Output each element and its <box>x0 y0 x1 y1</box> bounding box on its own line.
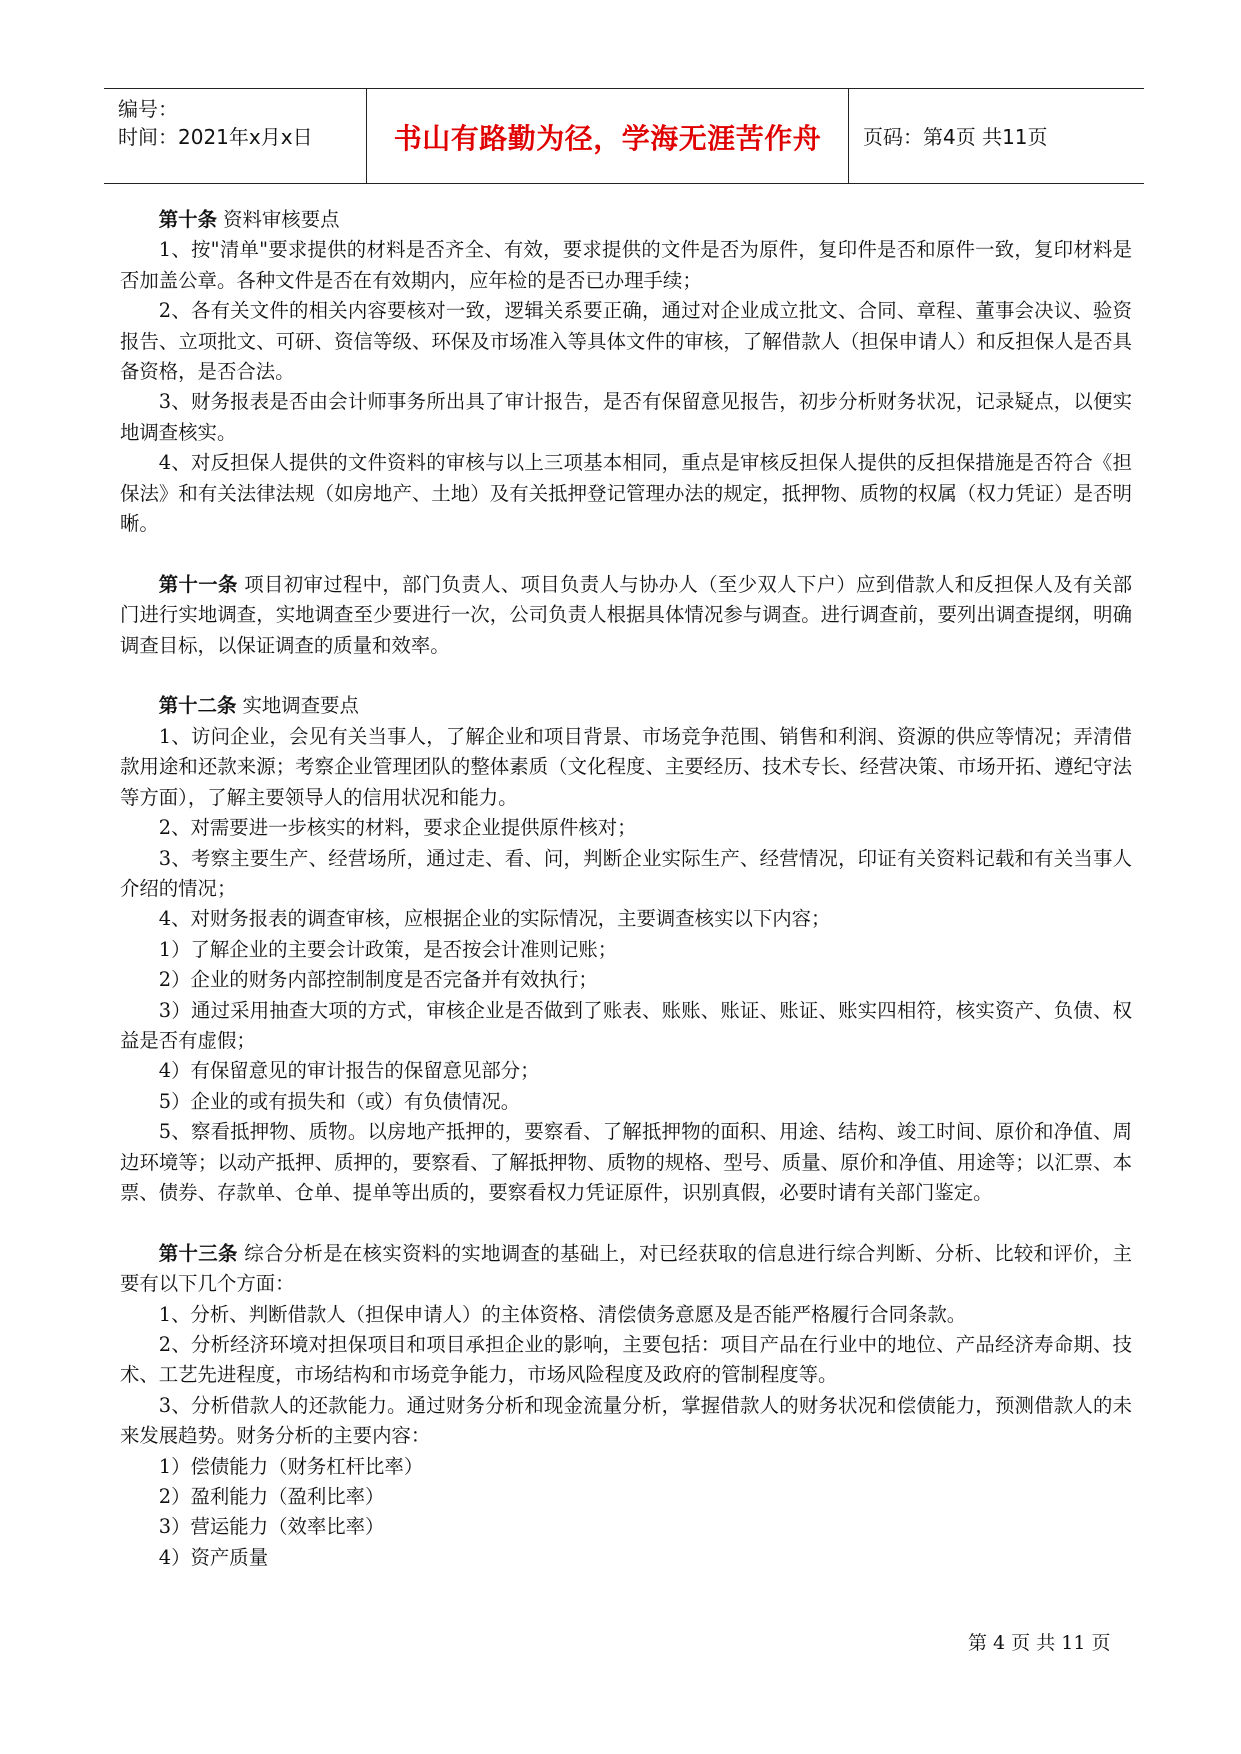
spacer <box>120 1208 1132 1238</box>
paragraph: 1、分析、判断借款人（担保申请人）的主体资格、清偿债务意愿及是否能严格履行合同条款。 <box>158 1302 967 1326</box>
paragraph: 1）偿债能力（财务杠杆比率） <box>158 1454 424 1478</box>
article-title: 第十三条 <box>158 1241 238 1265</box>
paragraph: 3、考察主要生产、经营场所，通过走、看、问，判断企业实际生产、经营情况，印证有关资料记载和有关当事人介绍的情况； <box>120 846 1132 900</box>
spacer <box>120 661 1132 691</box>
paragraph: 3）通过采用抽查大项的方式，审核企业是否做到了账表、账账、账证、账证、账实四相符，核实资产、负债、权益是否有虚假； <box>120 998 1132 1052</box>
paragraph: 4）资产质量 <box>158 1545 269 1569</box>
document-time-label: 时间：2021年x月x日 <box>118 125 313 149</box>
paragraph: 3）营运能力（效率比率） <box>158 1515 385 1539</box>
document-body <box>120 205 1132 1573</box>
header-motto: 书山有路勤为径，学海无涯苦作舟 <box>393 122 822 155</box>
paragraph: 4）有保留意见的审计报告的保留意见部分； <box>158 1059 540 1083</box>
paragraph: 2、各有关文件的相关内容要核对一致，逻辑关系要正确，通过对企业成立批文、合同、章程、董事会决议、验资报告、立项批文、可研、资信等级、环保及市场准入等具体文件的审核，了解借款人（担保申请人）和反担保人是否具备资格，是否合法。 <box>120 299 1132 384</box>
article-12-heading <box>120 691 1132 721</box>
paragraph: 3、分析借款人的还款能力。通过财务分析和现金流量分析，掌握借款人的财务状况和偿债能力，预测借款人的未来发展趋势。财务分析的主要内容： <box>120 1393 1132 1448</box>
header-page-cell <box>849 89 1144 183</box>
paragraph: 5、察看抵押物、质物。以房地产抵押的，要察看、了解抵押物的面积、用途、结构、竣工时间、原价和净值、周边环境等；以动产抵押、质押的，要察看、了解抵押物、质物的规格、型号、质量、原价和净值、用途等；以汇票、本票、债券、存款单、仓单、提单等出质的，要察看权力凭证原件，识别真假，必要时请有关部门鉴定。 <box>120 1120 1132 1204</box>
paragraph: 2）盈利能力（盈利比率） <box>158 1485 385 1509</box>
paragraph: 3、财务报表是否由会计师事务所出具了审计报告，是否有保留意见报告，初步分析财务状况，记录疑点，以便实地调查核实。 <box>120 390 1132 444</box>
paragraph: 1、按"清单"要求提供的材料是否齐全、有效，要求提供的文件是否为原件，复印件是否和原件一致，复印材料是否加盖公章。各种文件是否在有效期内，应年检的是否已办理手续； <box>120 238 1132 292</box>
spacer <box>120 539 1132 569</box>
article-lead: 综合分析是在核实资料的实地调查的基础上，对已经获取的信息进行综合判断、分析、比较和评价，主要有以下几个方面： <box>120 1241 1133 1296</box>
header-page-label: 页码：第4页 共11页 <box>863 125 1048 149</box>
article-10-heading <box>120 205 1132 235</box>
document-number-label: 编号： <box>118 97 178 121</box>
paragraph: 2、分析经济环境对担保项目和项目承担企业的影响，主要包括：项目产品在行业中的地位、产品经济寿命期、技术、工艺先进程度，市场结构和市场竞争能力，市场风险程度及政府的管制程度等。 <box>120 1332 1132 1387</box>
paragraph: 1、访问企业，会见有关当事人，了解企业和项目背景、市场竞争范围、销售和利润、资源的供应等情况；弄清借款用途和还款来源；考察企业管理团队的整体素质（文化程度、主要经历、技术专长、经营决策、市场开拓、遵纪守法等方面），了解主要领导人的信用状况和能力。 <box>120 724 1132 809</box>
paragraph: 1）了解企业的主要会计政策，是否按会计准则记账； <box>158 937 618 961</box>
article-title: 第十一条 <box>158 572 238 596</box>
article-11 <box>120 570 1132 661</box>
article-title: 第十条 <box>158 208 217 231</box>
paragraph: 2、对需要进一步核实的材料，要求企业提供原件核对； <box>158 816 637 840</box>
header-motto-cell <box>367 89 849 183</box>
article-lead: 实地调查要点 <box>236 694 359 718</box>
header-meta-cell <box>104 89 367 183</box>
paragraph: 4、对财务报表的调查审核，应根据企业的实际情况，主要调查核实以下内容； <box>158 907 831 931</box>
article-text: 项目初审过程中，部门负责人、项目负责人与协办人（至少双人下户）应到借款人和反担保人及有关部门进行实地调查，实地调查至少要进行一次，公司负责人根据具体情况参与调查。进行调查前，要列出调查提纲，明确调查目标，以保证调查的质量和效率。 <box>120 572 1133 657</box>
paragraph: 5）企业的或有损失和（或）有负债情况。 <box>158 1089 521 1113</box>
paragraph: 4、对反担保人提供的文件资料的审核与以上三项基本相同，重点是审核反担保人提供的反担保措施是否符合《担保法》和有关法律法规（如房地产、土地）及有关抵押登记管理办法的规定，抵押物、质物的权属（权力凭证）是否明晰。 <box>120 451 1132 536</box>
page-header <box>104 88 1144 184</box>
article-title: 第十二条 <box>158 694 237 718</box>
paragraph: 2）企业的财务内部控制制度是否完备并有效执行； <box>158 968 598 992</box>
page-footer: 第 4 页 共 11 页 <box>968 1632 1111 1654</box>
article-lead: 资料审核要点 <box>216 208 340 231</box>
article-13-heading <box>120 1239 1132 1300</box>
